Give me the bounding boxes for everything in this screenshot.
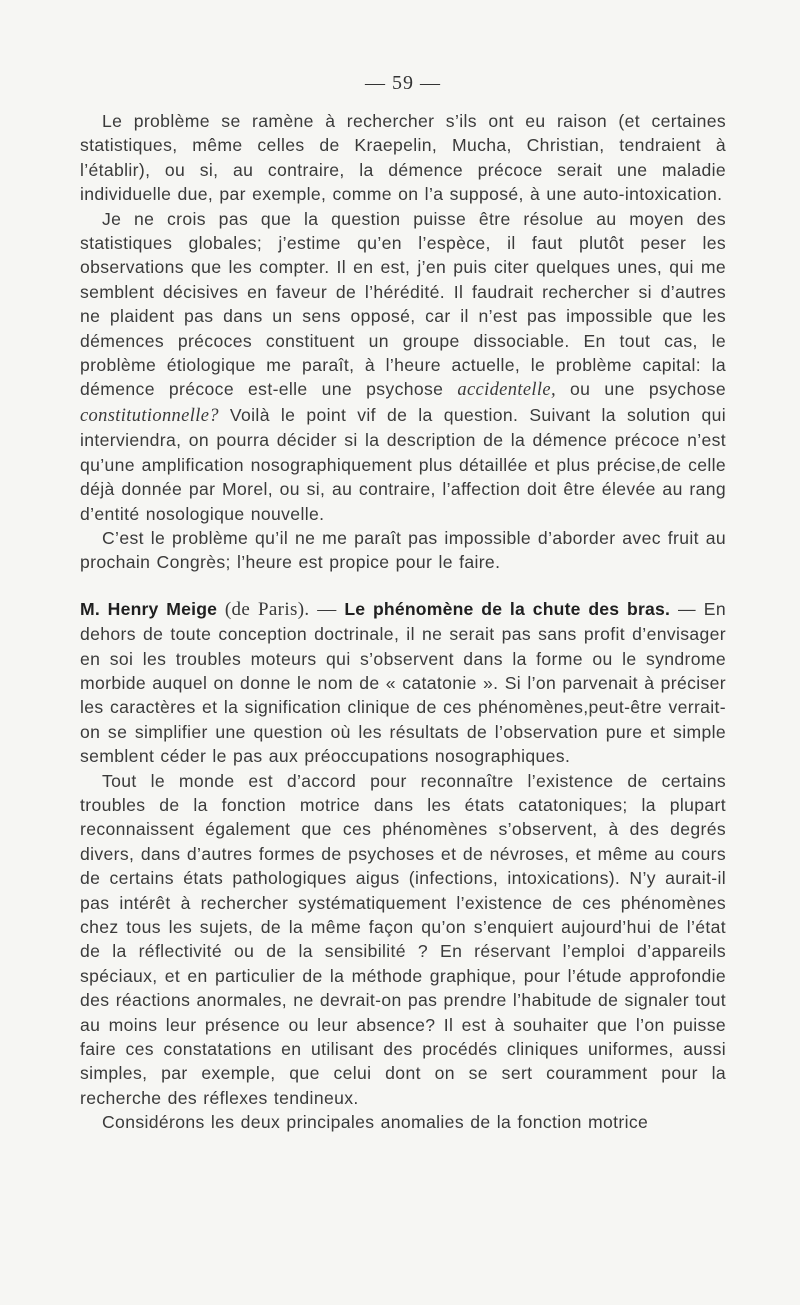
speaker-name: M. Henry Meige <box>80 598 218 619</box>
paragraph-2-text-c: Voilà le point vif de la question. Suivant la solution qui interviendra, on pourra décider si la description de la démence précoce n’est qu’une amplification nosographiquement plus détaillée et plus précise,de celle déjà donnée par Morel, ou si, au contraire, l’affection doit être élevée au rang d’entité nosologique nouvelle. <box>80 404 726 524</box>
italic-accidentelle: accidentelle, <box>457 380 556 401</box>
document-page <box>80 72 726 1135</box>
paragraph-4-text: — En dehors de toute conception doctrinale, il ne serait pas sans profit d’envisager en soi les troubles moteurs qui s’observent dans la forme ou le syndrome morbide auquel on donne le nom de « catatonie ». Si l’on parvenait à préciser les caractères et la signification clinique de ces phénomènes,peut-être verrait-on se simplifier une question où les résultats de l’observation pure et simple semblent céder le pas aux préoccupations nosographiques. <box>80 598 727 767</box>
body-text <box>80 109 726 1135</box>
paragraph-2-text-a: Je ne crois pas que la question puisse être résolue au moyen des statistiques globales; j’estime qu’en l’espèce, il faut plutôt peser les observations que les compter. Il en est, j’en puis citer quelques unes, qui me semblent décisives en faveur de l’hérédité. Il faudrait rechercher si d’autres ne plaident pas dans un sens opposé, car il n’est pas impossible que les démences précoces constituent un groupe dissociable. En tout cas, le problème étiologique me paraît, à l’heure actuelle, le problème capital: la démence précoce est-elle une psychose <box>80 208 726 400</box>
paragraph-1: Le problème se ramène à rechercher s’ils ont eu raison (et certaines statistiques, même celles de Kraepelin, Mucha, Christian, tendraient à l’établir), ou si, au contraire, la démence précoce serait une maladie individuelle due, par exemple, comme on l’a supposé, à une auto-intoxication. <box>80 111 726 205</box>
paragraph-4 <box>80 597 726 769</box>
page-number: — 59 — <box>365 72 441 94</box>
paragraph-2 <box>80 207 726 526</box>
speaker-location: (de Paris). — <box>217 598 345 620</box>
section-title: Le phénomène de la chute des bras. <box>344 598 671 619</box>
paragraph-6: Considérons les deux principales anomalies de la fonction motrice <box>102 1112 649 1133</box>
paragraph-5: Tout le monde est d’accord pour reconnaître l’existence de certains troubles de la fonction motrice dans les états catatoniques; la plupart reconnaissent également que ces phénomènes s’observent, à des degrés divers, dans d’autres formes de psychoses et de névroses, et même au cours de certains états pathologiques aigus (infections, intoxications). N’y aurait-il pas intérêt à rechercher systématiquement l’existence de ces phénomènes chez tous les sujets, de la même façon qu’on s’enquiert aujourd’hui de l’état de la réflectivité ou de la sensibilité ? En réservant l’emploi d’appareils spéciaux, et en particulier de la méthode graphique, pour l’étude approfondie des réactions anormales, ne devrait-on pas prendre l’habitude de signaler tout au moins leur présence ou leur absence? Il est à souhaiter que l’on puisse faire ces constatations en utilisant des procédés cliniques uniformes, aussi simples, par exemple, que celui dont on se sert couramment pour la recherche des réflexes tendineux. <box>80 770 726 1108</box>
italic-constitutionnelle: constitutionnelle? <box>80 405 219 426</box>
paragraph-3: C’est le problème qu’il ne me paraît pas impossible d’aborder avec fruit au prochain Congrès; l’heure est propice pour le faire. <box>80 527 726 573</box>
paragraph-2-text-b: ou une psychose <box>555 379 726 400</box>
